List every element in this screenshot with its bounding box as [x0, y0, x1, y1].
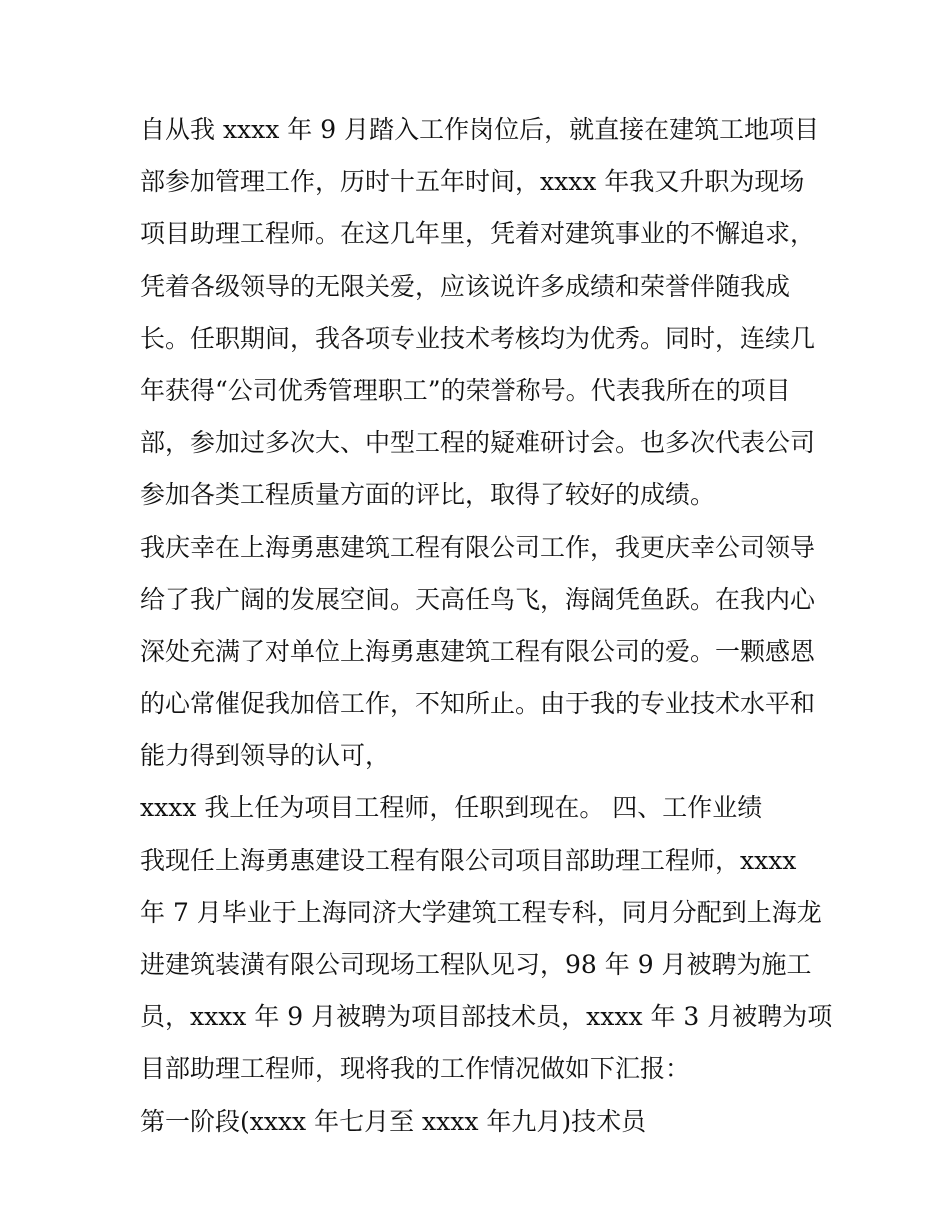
text-line: 部，参加过多次大、中型工程的疑难研讨会。也多次代表公司	[140, 428, 816, 458]
text-line: 年获得“公司优秀管理职工”的荣誉称号。代表我所在的项目	[140, 375, 791, 405]
text-line: 员，xxxx 年 9 月被聘为项目部技术员，xxxx 年 3 月被聘为项	[140, 1002, 833, 1032]
text-line: 年 7 月毕业于上海同济大学建筑工程专科，同月分配到上海龙	[140, 897, 822, 927]
text-line: 项目助理工程师。在这几年里，凭着对建筑事业的不懈追求，	[140, 219, 816, 249]
text-line: 能力得到领导的认可，	[140, 741, 391, 771]
text-line: 部参加管理工作，历时十五年时间，xxxx 年我又升职为现场	[140, 167, 805, 197]
text-line: 自从我 xxxx 年 9 月踏入工作岗位后，就直接在建筑工地项目	[140, 115, 820, 144]
text-line: 我庆幸在上海勇惠建筑工程有限公司工作，我更庆幸公司领导	[140, 532, 816, 562]
text-line: 进建筑装潢有限公司现场工程队见习，98 年 9 月被聘为施工	[140, 950, 812, 979]
text-line: 参加各类工程质量方面的评比，取得了较好的成绩。	[140, 480, 716, 510]
text-line: 我现任上海勇惠建设工程有限公司项目部助理工程师，xxxx	[140, 845, 797, 875]
text-line: 给了我广阔的发展空间。天高任鸟飞，海阔凭鱼跃。在我内心	[140, 584, 816, 614]
text-line: xxxx 我上任为项目工程师，任职到现在。 四、工作业绩	[140, 793, 763, 823]
text-line: 的心常催促我加倍工作，不知所止。由于我的专业技术水平和	[140, 689, 816, 719]
text-line: 长。任职期间，我各项专业技术考核均为优秀。同时，连续几	[140, 323, 816, 353]
text-line: 深处充满了对单位上海勇惠建筑工程有限公司的爱。一颗感恩	[140, 636, 816, 666]
text-line: 凭着各级领导的无限关爱，应该说许多成绩和荣誉伴随我成	[140, 271, 791, 301]
text-line: 第一阶段(xxxx 年七月至 xxxx 年九月)技术员	[140, 1106, 647, 1136]
document-body	[140, 110, 833, 1154]
text-line: 目部助理工程师，现将我的工作情况做如下汇报：	[140, 1054, 691, 1084]
